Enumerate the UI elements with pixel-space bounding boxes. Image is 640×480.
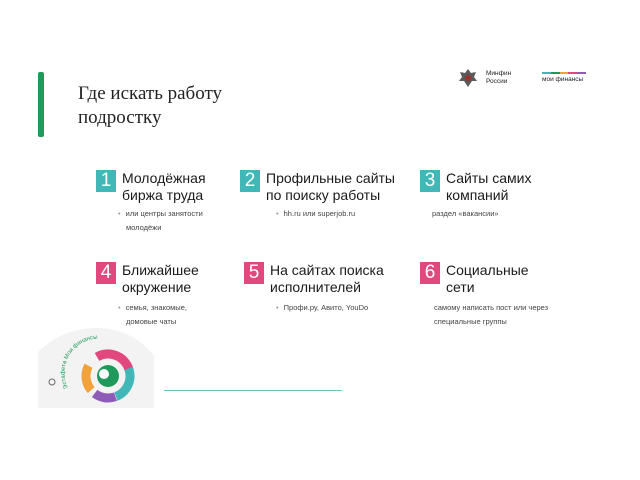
estafeta-ring-logo (38, 322, 154, 408)
heading-line-2: по поиску работы (266, 187, 381, 203)
item-subtext (118, 207, 268, 235)
bullet-icon: • (118, 303, 121, 312)
subtext-line-1: Профи.ру, Авито, YouDo (283, 303, 369, 312)
item-heading (266, 170, 416, 204)
item-heading (446, 262, 596, 296)
item-subtext (434, 301, 604, 329)
heading-line-2: сети (446, 279, 475, 295)
page-title (78, 82, 278, 130)
item-number: 3 (420, 170, 440, 192)
subtext-line-1: семья, знакомые, (125, 303, 187, 312)
ring-caption: Эстафета Мои финансы (60, 334, 98, 390)
item-subtext (432, 207, 582, 221)
subtext-line-2: молодёжи (126, 223, 162, 232)
heading-line-2: окружение (122, 279, 192, 295)
minfin-logo (456, 66, 520, 90)
item-number: 2 (240, 170, 260, 192)
subtext-line-1: hh.ru или superjob.ru (283, 209, 356, 218)
heading-line-1: На сайтах поиска (270, 262, 384, 278)
subtext-line-2: домовые чаты (126, 317, 177, 326)
minfin-line-2: России (486, 78, 508, 85)
heading-line-2: биржа труда (122, 187, 204, 203)
heading-line-1: Сайты самих (446, 170, 532, 186)
item-number: 6 (420, 262, 440, 284)
item-subtext (276, 301, 426, 315)
subtext-line-1: или центры занятости (125, 209, 203, 218)
item-number: 1 (96, 170, 116, 192)
minfin-text (486, 70, 520, 86)
emblem-icon (456, 66, 480, 90)
item-heading (270, 262, 420, 296)
accent-bar (38, 72, 44, 137)
moi-stripe (542, 72, 586, 74)
bullet-icon: • (118, 209, 121, 218)
title-line-1: Где искать работу (78, 83, 223, 104)
item-number: 5 (244, 262, 264, 284)
heading-line-2: исполнителей (270, 279, 361, 295)
moi-finansy-text: мои финансы (542, 76, 584, 83)
minfin-line-1: Минфин (486, 70, 512, 77)
heading-line-1: Профильные сайты (266, 170, 395, 186)
title-line-2: подростку (78, 107, 162, 128)
bullet-icon: • (276, 303, 279, 312)
subtext-line-1: самому написать пост или через (434, 303, 549, 312)
heading-line-1: Ближайшее (122, 262, 199, 278)
item-number: 4 (96, 262, 116, 284)
subtext-line-1: раздел «вакансии» (432, 209, 499, 218)
subtext-line-2: специальные группы (434, 317, 507, 326)
heading-line-1: Социальные (446, 262, 529, 278)
bullet-icon: • (276, 209, 279, 218)
item-heading (446, 170, 596, 204)
heading-line-1: Молодёжная (122, 170, 206, 186)
item-subtext (276, 207, 426, 221)
heading-line-2: компаний (446, 187, 509, 203)
moi-finansy-logo (542, 72, 586, 83)
divider-line (164, 390, 342, 391)
